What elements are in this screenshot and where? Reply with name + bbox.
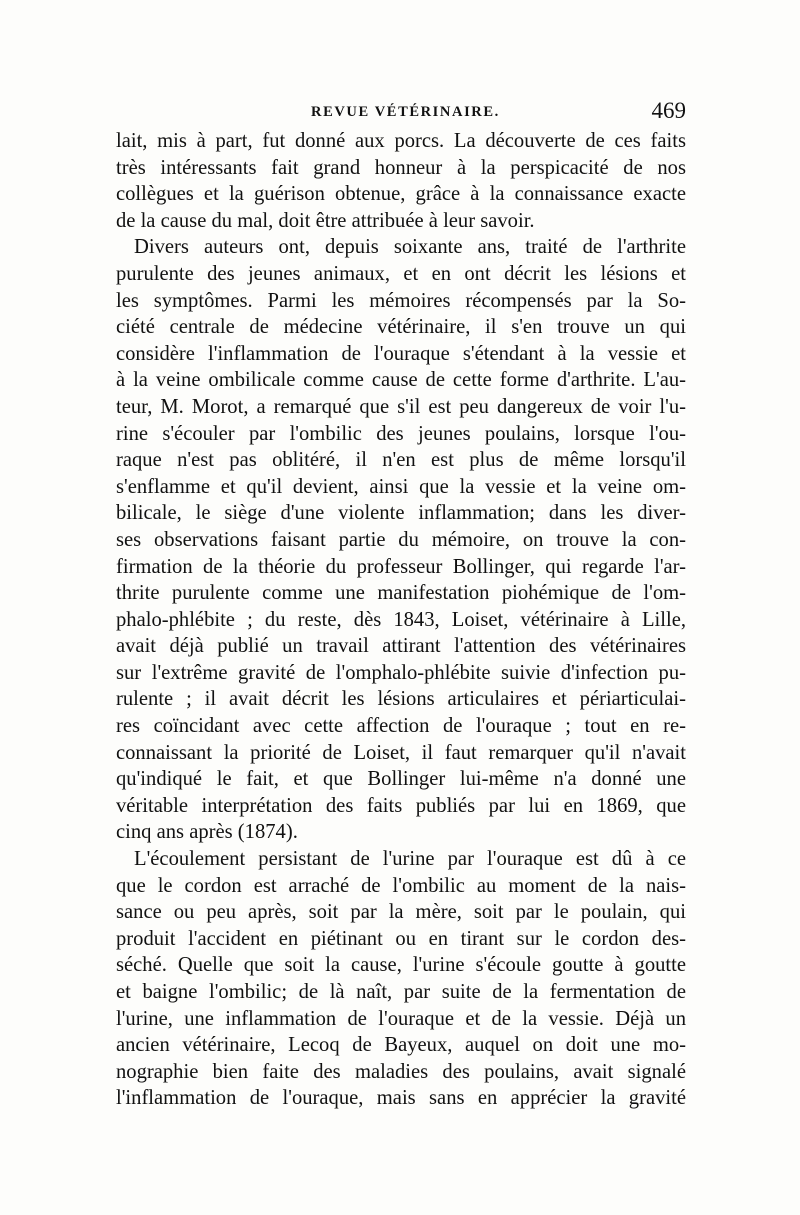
body-text: [116, 128, 686, 1112]
text-line: que le cordon est arraché de l'ombilic au moment de la nais-: [116, 874, 686, 897]
text-line: rine s'écouler par l'ombilic des jeunes poulains, lorsque l'ou-: [116, 422, 686, 445]
text-line: qu'indiqué le fait, et que Bollinger lui-même n'a donné une: [116, 768, 686, 791]
paragraph-3: [116, 846, 686, 1112]
text-line: considère l'inflammation de l'ouraque s'étendant à la vessie et: [116, 342, 686, 365]
text-line: collègues et la guérison obtenue, grâce à la connaissance exacte: [116, 183, 686, 206]
text-line: ses observations faisant partie du mémoire, on trouve la con-: [116, 528, 686, 551]
text-line: sur l'extrême gravité de l'omphalo-phlébite suivie d'infection pu-: [116, 661, 686, 684]
text-line: véritable interprétation des faits publiés par lui en 1869, que: [116, 794, 686, 817]
text-line: très intéressants fait grand honneur à la perspicacité de nos: [116, 156, 686, 179]
page-number: 469: [651, 98, 686, 123]
text-line: thrite purulente comme une manifestation piohémique de l'om-: [116, 582, 686, 605]
text-line: nographie bien faite des maladies des poulains, avait signalé: [116, 1060, 686, 1083]
paragraph-1: [116, 128, 686, 234]
text-line: teur, M. Morot, a remarqué que s'il est peu dangereux de voir l'u-: [116, 395, 686, 418]
text-line: à la veine ombilicale comme cause de cette forme d'arthrite. L'au-: [116, 369, 686, 392]
text-line: et baigne l'ombilic; de là naît, par suite de la fermentation de: [116, 981, 686, 1003]
text-line: lait, mis à part, fut donné aux porcs. La découverte de ces faits: [116, 130, 686, 152]
text-line: s'enflamme et qu'il devient, ainsi que la vessie et la veine om-: [116, 475, 686, 498]
running-title: REVUE VÉTÉRINAIRE.: [311, 104, 500, 120]
paragraph-2: [116, 234, 686, 846]
text-line: l'urine, une inflammation de l'ouraque et de la vessie. Déjà un: [116, 1007, 686, 1030]
text-line: res coïncidant avec cette affection de l'ouraque ; tout en re-: [116, 715, 686, 738]
text-line: L'écoulement persistant de l'urine par l'ouraque est dû à ce: [134, 848, 686, 871]
text-line: Divers auteurs ont, depuis soixante ans, traité de l'arthrite: [134, 236, 686, 259]
text-line: ancien vétérinaire, Lecoq de Bayeux, auquel on doit une mo-: [116, 1034, 686, 1057]
page-header: [116, 96, 686, 130]
text-line: séché. Quelle que soit la cause, l'urine s'écoule goutte à goutte: [116, 954, 686, 977]
text-line: l'inflammation de l'ouraque, mais sans en apprécier la gravité: [116, 1087, 686, 1110]
text-line: raque n'est pas oblitéré, il n'en est plus de même lorsqu'il: [116, 449, 686, 472]
text-line: ciété centrale de médecine vétérinaire, il s'en trouve un qui: [116, 316, 686, 339]
text-line: sance ou peu après, soit par la mère, soit par le poulain, qui: [116, 901, 686, 924]
text-line: les symptômes. Parmi les mémoires récompensés par la So-: [116, 289, 686, 312]
text-line: bilicale, le siège d'une violente inflammation; dans les diver-: [116, 502, 686, 525]
text-line: phalo-phlébite ; du reste, dès 1843, Loiset, vétérinaire à Lille,: [116, 608, 686, 631]
text-line: avait déjà publié un travail attirant l'attention des vétérinaires: [116, 635, 686, 658]
text-line: connaissant la priorité de Loiset, il faut remarquer qu'il n'avait: [116, 741, 686, 764]
text-line: de la cause du mal, doit être attribuée à leur savoir.: [116, 209, 535, 232]
text-line: purulente des jeunes animaux, et en ont décrit les lésions et: [116, 262, 686, 285]
text-line: cinq ans après (1874).: [116, 821, 298, 844]
text-line: rulente ; il avait décrit les lésions articulaires et périarticulai-: [116, 688, 686, 711]
text-line: firmation de la théorie du professeur Bollinger, qui regarde l'ar-: [116, 555, 686, 578]
text-line: produit l'accident en piétinant ou en tirant sur le cordon des-: [116, 927, 686, 950]
